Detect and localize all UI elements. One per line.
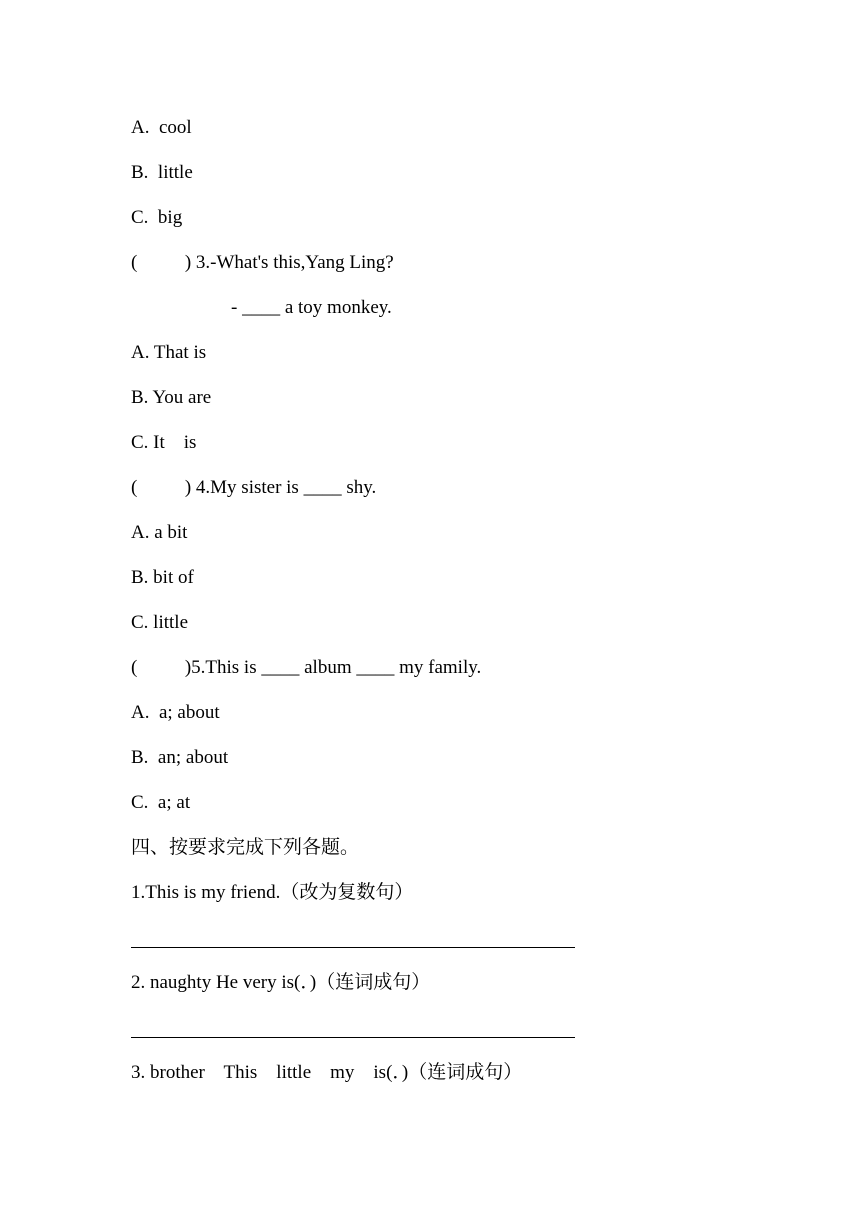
- task-2: 2. naughty He very is(．)（连词成句）: [131, 972, 431, 993]
- question-5: ( )5.This is ____ album ____ my family.: [131, 657, 482, 678]
- task-3: 3. brother This little my is(．)（连词成句）: [131, 1062, 523, 1083]
- q4-option-a: A. a bit: [131, 522, 188, 543]
- q5-option-c: C. a; at: [131, 792, 191, 813]
- q5-option-a: A. a; about: [131, 702, 220, 723]
- task-1: 1.This is my friend.（改为复数句）: [131, 882, 414, 903]
- q4-option-b: B. bit of: [131, 567, 194, 588]
- q2-option-b: B. little: [131, 162, 193, 183]
- q5-option-b: B. an; about: [131, 747, 229, 768]
- q4-option-c: C. little: [131, 612, 188, 633]
- question-3-answer-prompt: - ____ a toy monkey.: [231, 297, 392, 318]
- question-4: ( ) 4.My sister is ____ shy.: [131, 477, 377, 498]
- q3-option-a: A. That is: [131, 342, 207, 363]
- task-1-answer-line: [131, 947, 575, 948]
- q2-option-c: C. big: [131, 207, 183, 228]
- q3-option-b: B. You are: [131, 387, 212, 408]
- question-3: ( ) 3.-What's this,Yang Ling?: [131, 252, 394, 273]
- section-4-heading: 四、按要求完成下列各题。: [131, 837, 360, 858]
- task-2-answer-line: [131, 1037, 575, 1038]
- q2-option-a: A. cool: [131, 117, 192, 138]
- q3-option-c: C. It is: [131, 432, 197, 453]
